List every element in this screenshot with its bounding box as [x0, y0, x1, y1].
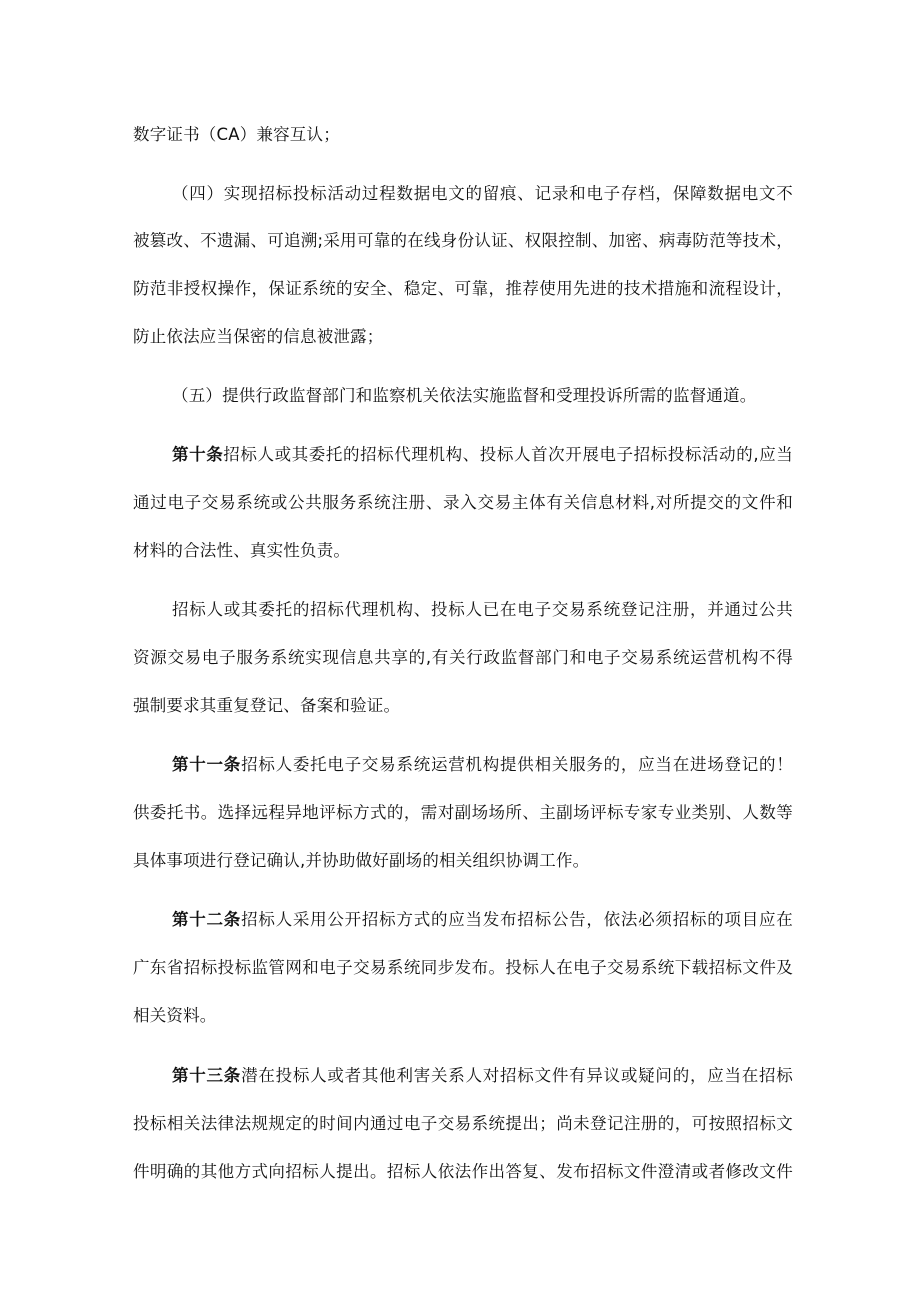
line-text: 防止依法应当保密的信息被泄露； — [133, 327, 384, 346]
line-text: 招标人采用公开招标方式的应当发布招标公告，依法必须招标的项目应在 — [241, 910, 793, 929]
line-text: 潜在投标人或者其他利害关系人对招标文件有异议或疑问的，应当在招标 — [241, 1066, 793, 1085]
text-line — [133, 1112, 793, 1136]
article-heading: 第十二条 — [172, 910, 242, 929]
article-10-line — [172, 443, 793, 467]
line-text: 材料的合法性、真实性负责。 — [133, 541, 351, 560]
text-line — [133, 646, 793, 670]
text-line — [133, 277, 793, 301]
article-heading: 第十一条 — [172, 755, 242, 774]
text-line — [133, 1160, 793, 1184]
article-13-line — [172, 1064, 793, 1088]
line-text: 广东省招标投标监管网和电子交易系统同步发布。投标人在电子交易系统下载招标文件及 — [133, 958, 793, 977]
text-line — [133, 325, 793, 349]
line-text: 防范非授权操作，保证系统的安全、稳定、可靠，推荐使用先进的技术措施和流程设计， — [133, 279, 793, 298]
text-line — [133, 123, 793, 147]
paragraph-4-line — [172, 182, 793, 206]
line-text: 招标人委托电子交易系统运营机构提供相关服务的，应当在进场登记的！ — [241, 755, 793, 774]
line-text: （四）实现招标投标活动过程数据电文的留痕、记录和电子存档，保障数据电文不 — [172, 184, 793, 203]
line-text: 供委托书。选择远程异地评标方式的，需对副场场所、主副场评标专家专业类别、人数等 — [133, 803, 793, 822]
line-text: 投标相关法律法规规定的时间内通过电子交易系统提出；尚未登记注册的，可按照招标文 — [133, 1114, 793, 1133]
article-heading: 第十三条 — [172, 1066, 242, 1085]
line-text: 通过电子交易系统或公共服务系统注册、录入交易主体有关信息材料,对所提交的文件和 — [133, 493, 793, 512]
line-text: 资源交易电子服务系统实现信息共享的,有关行政监督部门和电子交易系统运营机构不得 — [133, 648, 793, 667]
article-heading: 第十条 — [172, 445, 224, 464]
line-text: 具体事项进行登记确认,并协助做好副场的相关组织协调工作。 — [133, 851, 590, 870]
line-text: 件明确的其他方式向招标人提出。招标人依法作出答复、发布招标文件澄清或者修改文件 — [133, 1162, 793, 1181]
paragraph-5-line — [172, 384, 793, 408]
text-line — [133, 229, 793, 253]
text-line — [133, 849, 793, 873]
text-line — [133, 539, 793, 563]
line-text: 强制要求其重复登记、备案和验证。 — [133, 696, 401, 715]
line-text: （五）提供行政监督部门和监察机关依法实施监督和受理投诉所需的监督通道。 — [172, 386, 757, 405]
line-text: 招标人或其委托的招标代理机构、投标人首次开展电子招标投标活动的,应当 — [223, 445, 793, 464]
text-line — [133, 1004, 793, 1028]
line-text: 招标人或其委托的招标代理机构、投标人已在电子交易系统登记注册，并通过公共 — [172, 600, 793, 619]
text-line — [133, 801, 793, 825]
line-text: 被篡改、不遗漏、可追溯;采用可靠的在线身份认证、权限控制、加密、病毒防范等技术， — [133, 231, 793, 250]
line-text: 相关资料。 — [133, 1006, 217, 1025]
text-line — [133, 491, 793, 515]
paragraph-line — [172, 598, 793, 622]
line-text: 数字证书（CA）兼容互认； — [133, 125, 340, 144]
article-11-line — [172, 753, 793, 777]
text-line — [133, 694, 793, 718]
article-12-line — [172, 908, 793, 932]
text-line — [133, 956, 793, 980]
